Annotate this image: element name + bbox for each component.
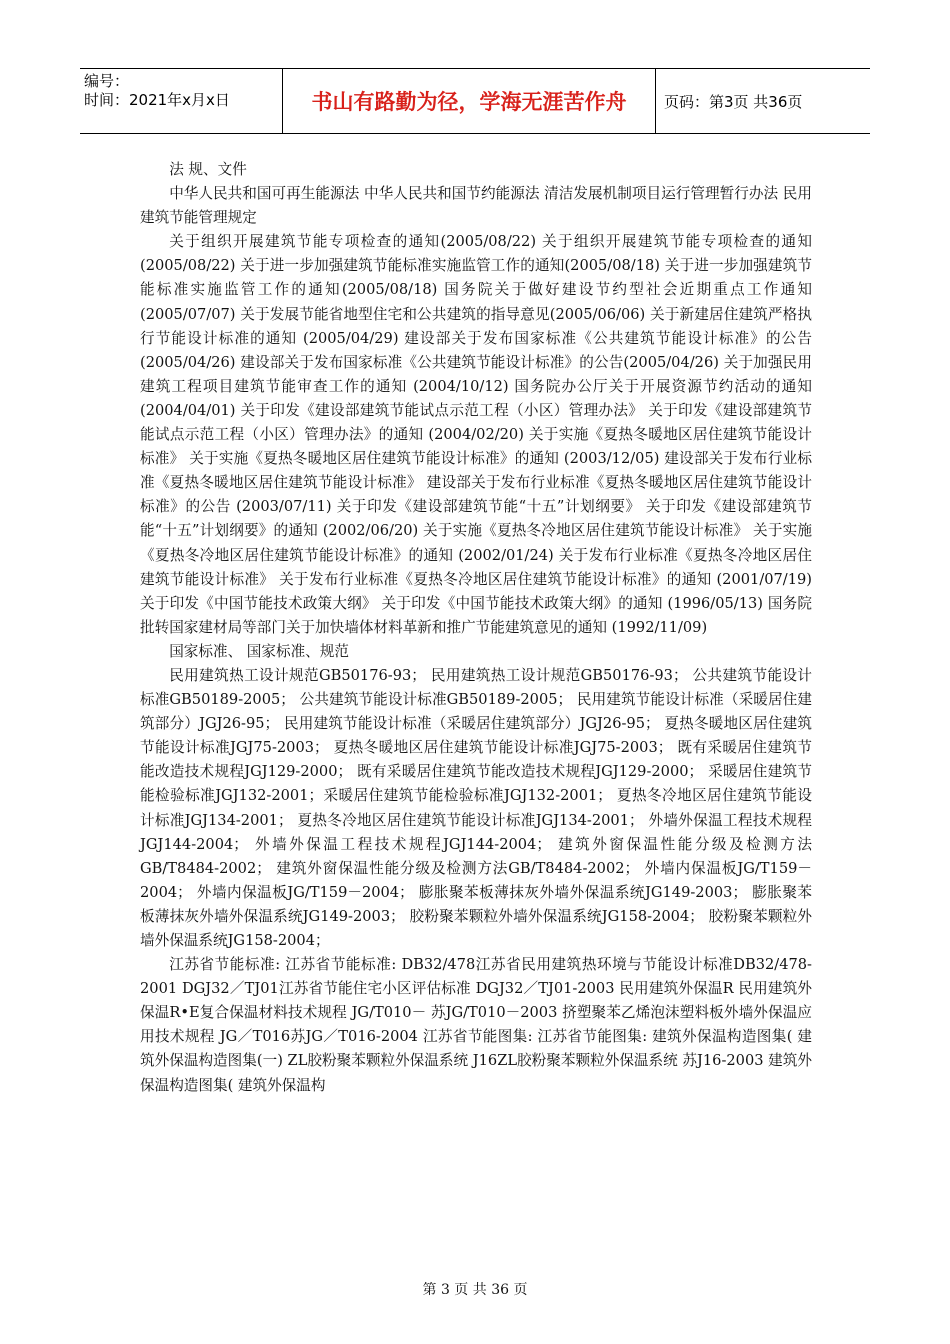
paragraph-notices: 关于组织开展建筑节能专项检查的通知(2005/08/22) 关于组织开展建筑节能专项检查的通知(2005/08/22) 关于进一步加强建筑节能标准实施监管工作的通知(2005/08/18) 关于进一步加强建筑节能标准实施监管工作的通知(2005/08/18) 国务院关于做好建设节约型社会近期重点工作通知 (2005/07/07) 关于发展节能省地型住宅和公共建筑的指导意见(2005/06/06) 关于新建居住建筑严格执行节能设计标准的通知 (2005/04/29) 建设部关于发布国家标准《公共建筑节能设计标准》的公告(2005/04/26) 建设部关于发布国家标准《公共建筑节能设计标准》的公告(2005/04/26) 关于加强民用建筑工程项目建筑节能审查工作的通知 (2004/10/12) 国务院办公厅关于开展资源节约活动的通知 (2004/04/01) 关于印发《建设部建筑节能试点示范工程（小区）管理办法》 关于印发《建设部建筑节能试点示范工程（小区）管理办法》的通知 (2004/02/20) 关于实施《夏热冬暖地区居住建筑节能设计标准》 关于实施《夏热冬暖地区居住建筑节能设计标准》的通知 (2003/12/05) 建设部关于发布行业标准《夏热冬暖地区居住建筑节能设计标准》 建设部关于发布行业标准《夏热冬暖地区居住建筑节能设计标准》的公告 (2003/07/11) 关于印发《建设部建筑节能“十五”计划纲要》 关于印发《建设部建筑节能“十五”计划纲要》的通知 (2002/06/20) 关于实施《夏热冬冷地区居住建筑节能设计标准》 关于实施《夏热冬冷地区居住建筑节能设计标准》的通知 (2002/01/24) 关于发布行业标准《夏热冬冷地区居住建筑节能设计标准》 关于发布行业标准《夏热冬冷地区居住建筑节能设计标准》的通知 (2001/07/19) 关于印发《中国节能技术政策大纲》 关于印发《中国节能技术政策大纲》的通知 (1996/05/13) 国务院批转国家建材局等部门关于加快墙体材料革新和推广节能建筑意见的通知 (1992/11/09) <box>140 233 812 636</box>
page-header <box>80 68 870 134</box>
paragraph-laws: 中华人民共和国可再生能源法 中华人民共和国节约能源法 清洁发展机制项目运行管理暂行办法 民用建筑节能管理规定 <box>140 185 812 227</box>
paragraph-jiangsu-standards: 江苏省节能标准: 江苏省节能标准: DB32/478江苏省民用建筑热环境与节能设计标准DB32/478-2001 DGJ32／TJ01江苏省节能住宅小区评估标准 DGJ32／TJ01-2003 民用建筑外保温R 民用建筑外保温R•E复合保温材料技术规程 JG/T010－ 苏JG/T010－2003 挤塑聚苯乙烯泡沫塑料板外墙外保温应用技术规程 JG／T016苏JG／T016-2004 江苏省节能图集: 江苏省节能图集: 建筑外保温构造图集( 建筑外保温构造图集(一) ZL胶粉聚苯颗粒外保温系统 J16ZL胶粉聚苯颗粒外保温系统 苏J16-2003 建筑外保温构造图集( 建筑外保温构 <box>140 956 812 1094</box>
section-heading-regulations: 法 规、文件 <box>169 161 247 178</box>
header-motto: 书山有路勤为径，学海无涯苦作舟 <box>283 69 656 133</box>
header-page-info: 页码：第3页 共36页 <box>664 92 803 111</box>
document-body <box>140 158 812 1098</box>
time-label: 时间：2021年x月x日 <box>84 91 230 109</box>
header-meta <box>80 69 283 133</box>
section-heading-national-standards: 国家标准、 国家标准、规范 <box>169 642 349 660</box>
page-footer: 第 3 页 共 36 页 <box>422 1282 528 1298</box>
paragraph-national-standards: 民用建筑热工设计规范GB50176-93； 民用建筑热工设计规范GB50176-93； 公共建筑节能设计标准GB50189-2005； 公共建筑节能设计标准GB50189-2005； 民用建筑节能设计标准（采暖居住建筑部分）JGJ26-95； 民用建筑节能设计标准（采暖居住建筑部分）JGJ26-95； 夏热冬暖地区居住建筑节能设计标准JGJ75-2003； 夏热冬暖地区居住建筑节能设计标准JGJ75-2003； 既有采暖居住建筑节能改造技术规程JGJ129-2000； 既有采暖居住建筑节能改造技术规程JGJ129-2000； 采暖居住建筑节能检验标准JGJ132-2001；采暖居住建筑节能检验标准JGJ132-2001； 夏热冬冷地区居住建筑节能设计标准JGJ134-2001； 夏热冬冷地区居住建筑节能设计标准JGJ134-2001； 外墙外保温工程技术规程JGJ144-2004； 外墙外保温工程技术规程JGJ144-2004； 建筑外窗保温性能分级及检测方法GB/T8484-2002； 建筑外窗保温性能分级及检测方法GB/T8484-2002； 外墙内保温板JG/T159－2004； 外墙内保温板JG/T159－2004； 膨胀聚苯板薄抹灰外墙外保温系统JG149-2003； 膨胀聚苯板薄抹灰外墙外保温系统JG149-2003； 胶粉聚苯颗粒外墙外保温系统JG158-2004； 胶粉聚苯颗粒外墙外保温系统JG158-2004； <box>140 666 812 949</box>
number-label: 编号： <box>84 72 130 90</box>
